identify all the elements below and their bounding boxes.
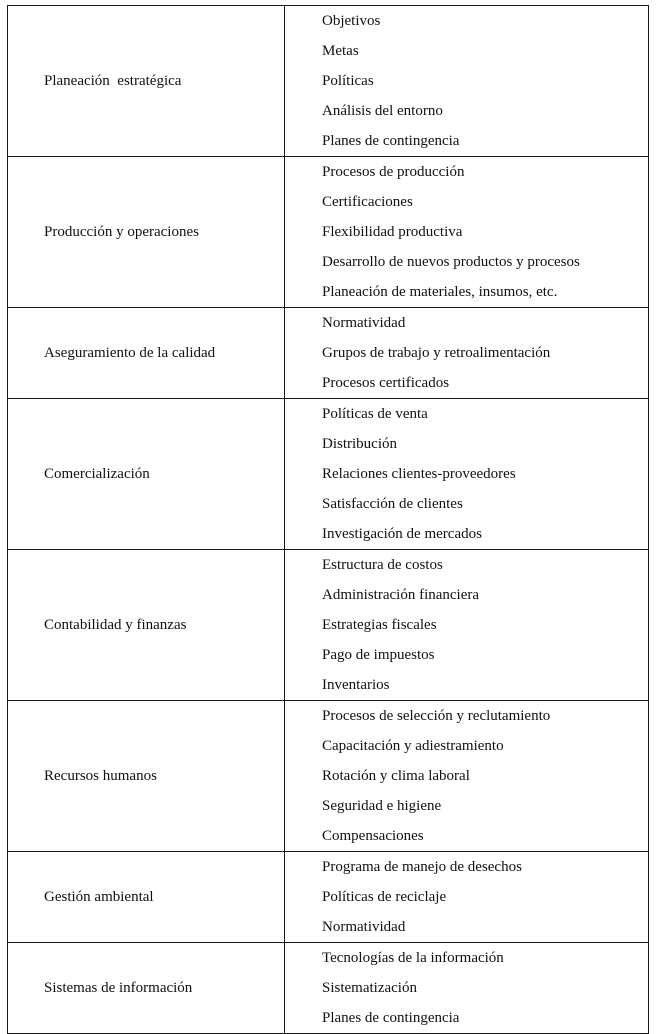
list-item: Normatividad (322, 919, 406, 935)
items-cell (285, 308, 649, 399)
table-row (8, 157, 649, 308)
list-item: Sistematización (322, 980, 417, 996)
area-cell (8, 852, 285, 943)
area-cell (8, 308, 285, 399)
list-item: Desarrollo de nuevos productos y procesos (322, 254, 580, 270)
area-cell (8, 943, 285, 1034)
list-item: Planes de contingencia (322, 133, 460, 149)
list-item: Pago de impuestos (322, 647, 435, 663)
areas-table-body (8, 6, 649, 1034)
list-item: Normatividad (322, 315, 406, 331)
list-item: Procesos certificados (322, 375, 450, 391)
area-label: Planeación estratégica (44, 72, 182, 89)
list-item: Certificaciones (322, 194, 413, 210)
list-item: Seguridad e higiene (322, 798, 442, 814)
list-item: Inventarios (322, 677, 390, 693)
list-item: Estrategias fiscales (322, 617, 437, 633)
table-row (8, 399, 649, 550)
items-list (322, 399, 648, 549)
list-item: Flexibilidad productiva (322, 224, 463, 240)
area-cell (8, 6, 285, 157)
items-cell (285, 701, 649, 852)
area-label: Gestión ambiental (44, 888, 154, 905)
items-list (322, 157, 648, 307)
area-label: Recursos humanos (44, 767, 157, 784)
areas-table (7, 5, 649, 1034)
items-cell (285, 852, 649, 943)
area-cell (8, 701, 285, 852)
list-item: Metas (322, 43, 359, 59)
list-item: Rotación y clima laboral (322, 768, 470, 784)
items-cell (285, 157, 649, 308)
list-item: Procesos de selección y reclutamiento (322, 708, 551, 724)
items-list (322, 943, 648, 1033)
table-row (8, 701, 649, 852)
list-item: Tecnologías de la información (322, 950, 504, 966)
items-list (322, 6, 648, 156)
list-item: Satisfacción de clientes (322, 496, 463, 512)
table-row (8, 550, 649, 701)
items-cell (285, 550, 649, 701)
list-item: Capacitación y adiestramiento (322, 738, 504, 754)
table-row (8, 943, 649, 1034)
list-item: Objetivos (322, 13, 381, 29)
list-item: Planes de contingencia (322, 1010, 460, 1026)
table-row (8, 6, 649, 157)
area-label: Sistemas de información (44, 979, 193, 996)
area-label: Comercialización (44, 465, 150, 482)
table-row (8, 308, 649, 399)
items-cell (285, 399, 649, 550)
list-item: Relaciones clientes-proveedores (322, 466, 516, 482)
list-item: Políticas de reciclaje (322, 889, 447, 905)
list-item: Investigación de mercados (322, 526, 482, 542)
list-item: Compensaciones (322, 828, 424, 844)
area-cell (8, 550, 285, 701)
area-label: Producción y operaciones (44, 223, 199, 240)
area-cell (8, 399, 285, 550)
items-list (322, 701, 648, 851)
list-item: Planeación de materiales, insumos, etc. (322, 284, 558, 300)
area-label: Aseguramiento de la calidad (44, 344, 216, 361)
area-label: Contabilidad y finanzas (44, 616, 187, 633)
list-item: Políticas (322, 73, 374, 89)
items-list (322, 308, 648, 398)
items-list (322, 852, 648, 942)
list-item: Análisis del entorno (322, 103, 443, 119)
list-item: Distribución (322, 436, 397, 452)
items-cell (285, 943, 649, 1034)
list-item: Políticas de venta (322, 406, 428, 422)
area-cell (8, 157, 285, 308)
list-item: Procesos de producción (322, 164, 465, 180)
list-item: Grupos de trabajo y retroalimentación (322, 345, 551, 361)
items-cell (285, 6, 649, 157)
list-item: Programa de manejo de desechos (322, 859, 522, 875)
table-row (8, 852, 649, 943)
list-item: Administración financiera (322, 587, 480, 603)
items-list (322, 550, 648, 700)
list-item: Estructura de costos (322, 557, 443, 573)
